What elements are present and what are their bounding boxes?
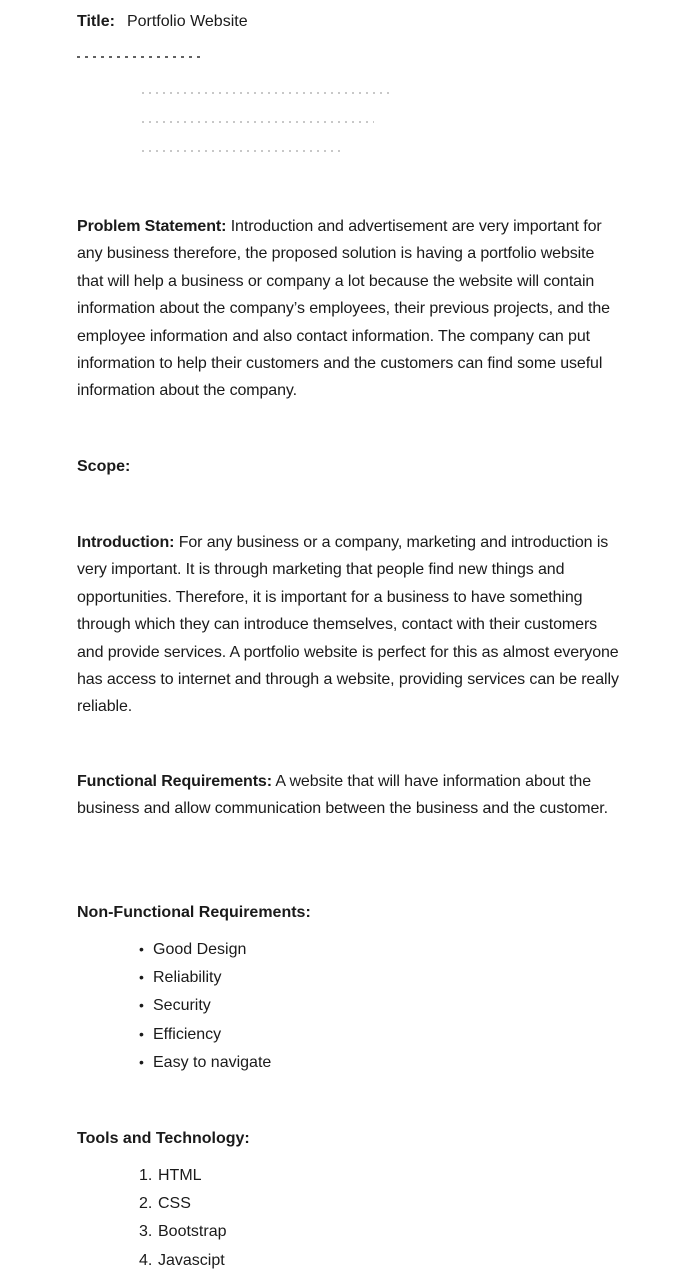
redacted-heading (77, 56, 205, 58)
list-item: 1. HTML (139, 1167, 202, 1184)
tools-heading: Tools and Technology: (77, 1130, 250, 1147)
list-item: • Security (139, 991, 271, 1019)
bullet-icon: • (139, 1025, 144, 1042)
list-item: 2. CSS (139, 1195, 191, 1213)
list-item: 4. Javascipt (139, 1251, 225, 1269)
redacted-member-line (142, 121, 374, 123)
redacted-member-line (142, 92, 390, 94)
functional-requirements-text: A website that will have information about the business and allow communication between the business and the customer. (77, 773, 608, 818)
bullet-icon: • (139, 969, 144, 986)
list-item: • Easy to navigate (139, 1048, 271, 1076)
functional-requirements-heading: Functional Requirements: (77, 773, 272, 790)
list-item: • Efficiency (139, 1020, 271, 1048)
introduction-paragraph (77, 529, 622, 721)
list-item: • Good Design (139, 935, 271, 963)
non-functional-heading: Non-Functional Requirements: (77, 904, 311, 921)
problem-statement-paragraph (77, 213, 622, 405)
problem-statement-heading: Problem Statement: (77, 218, 227, 235)
list-item: • Reliability (139, 963, 271, 991)
title-label: Title: (77, 13, 115, 30)
functional-requirements-paragraph (77, 768, 622, 823)
bullet-icon: • (139, 997, 144, 1014)
tools-list (139, 1162, 226, 1275)
introduction-heading: Introduction: (77, 534, 175, 551)
introduction-text: For any business or a company, marketing and introduction is very important. It is through marketing that people find new things and opportunities. Therefore, it is important for a business to have something through which they can introduce themselves, contact with their customers and provide services. A portfolio website is perfect for this as almost everyone has access to internet and through a website, providing services can be really reliable. (77, 534, 619, 716)
bullet-icon: • (139, 1053, 144, 1070)
non-functional-list (139, 935, 271, 1076)
problem-statement-text: Introduction and advertisement are very important for any business therefore, the proposed solution is having a portfolio website that will help a business or company a lot because the website will contain information about the company’s employees, their previous projects, and the employee information and also contact information. The company can put information to help their customers and the customers can find some useful information about the company. (77, 218, 610, 400)
title-line (77, 8, 248, 35)
bullet-icon: • (139, 941, 144, 957)
redacted-member-line (142, 150, 340, 152)
list-item: 3. Bootstrap (139, 1223, 227, 1241)
scope-heading: Scope: (77, 458, 131, 475)
title-value: Portfolio Website (126, 13, 248, 30)
